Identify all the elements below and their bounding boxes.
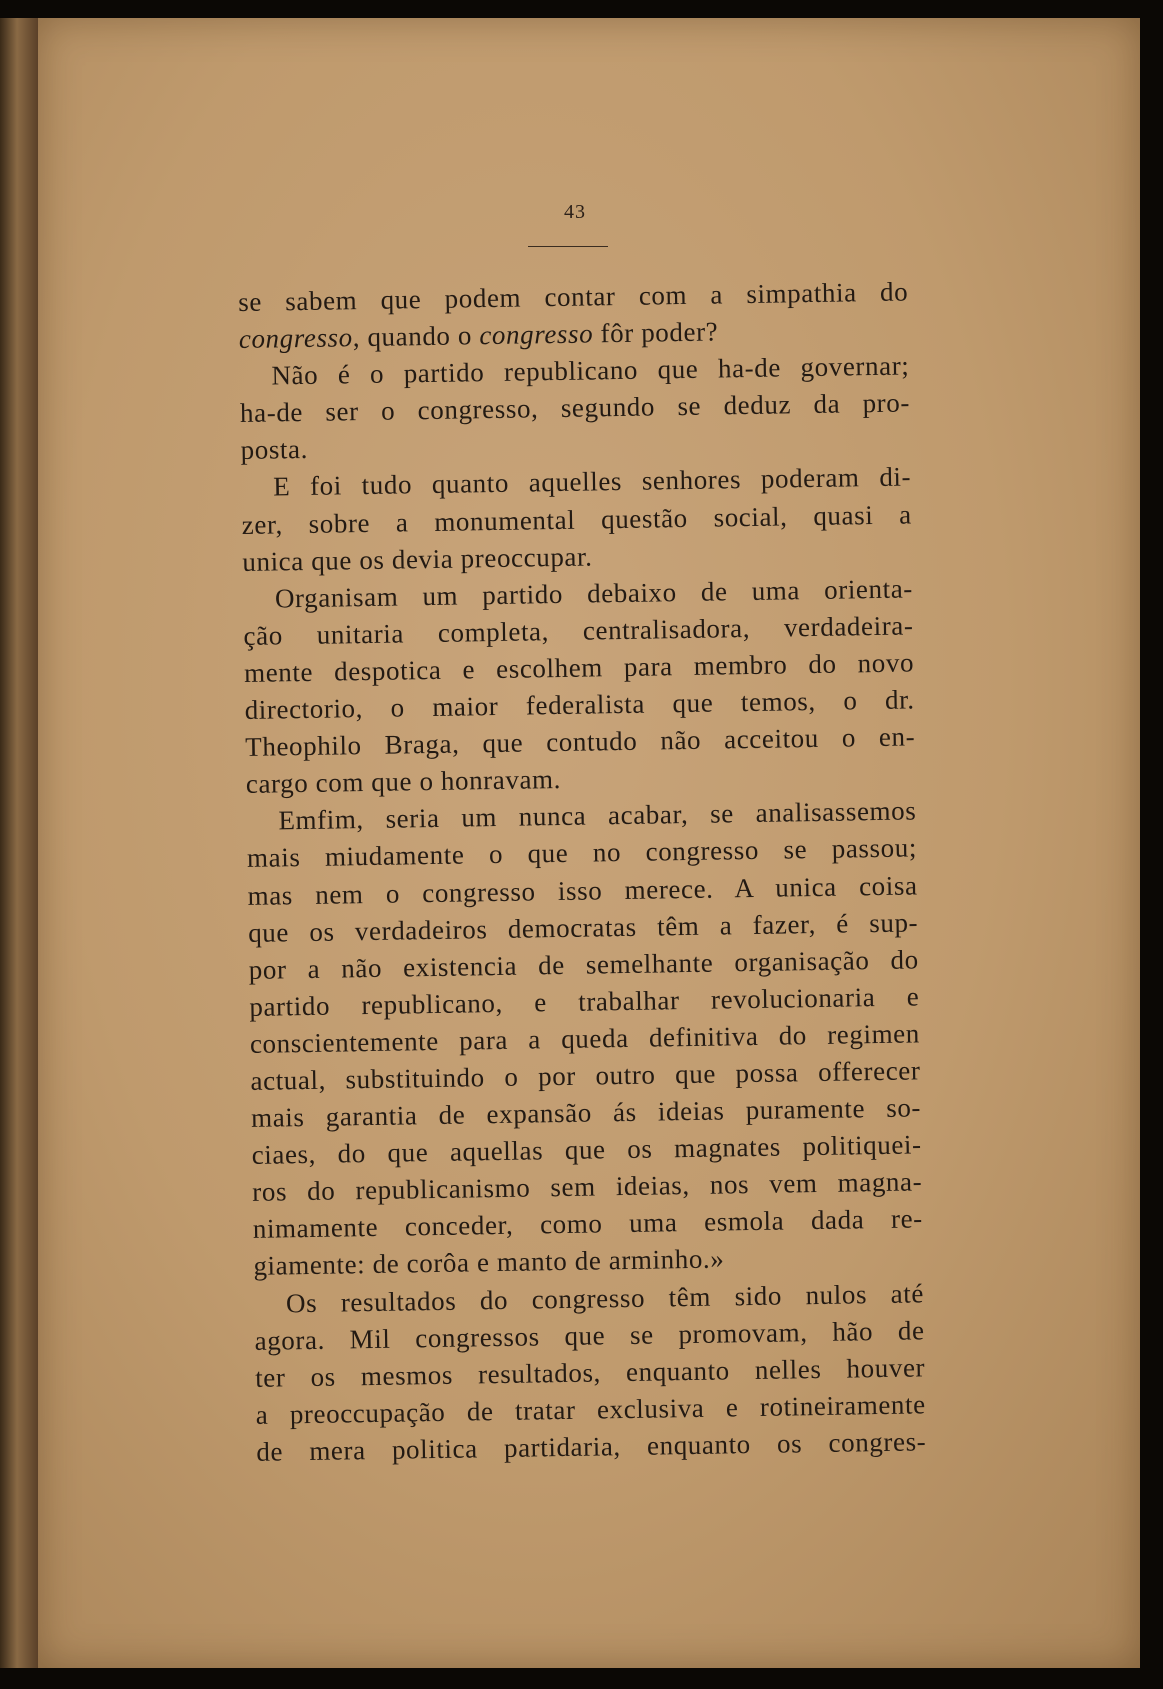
text-line: por a não existencia de semelhante organisação do xyxy=(248,944,919,985)
page-number: 43 xyxy=(564,201,586,223)
text-line: ha-de ser o congresso, segundo se deduz da pro- xyxy=(239,387,911,429)
text-line: Não é o partido republicano que ha-de governar; xyxy=(271,350,910,391)
text-line: Os resultados do congresso têm sido nulos até xyxy=(285,1277,925,1318)
text-line: Theophilo Braga, que contudo não acceitou o en- xyxy=(245,721,916,763)
text-line: mas nem o congresso isso merece. A unica coisa xyxy=(247,869,918,911)
text-line: a preoccupação de tratar exclusiva e rotineiramente xyxy=(255,1389,926,1430)
text-line: nimamente conceder, como uma esmola dada re- xyxy=(252,1203,924,1245)
text-line: directorio, o maior federalista que temos, o dr. xyxy=(244,684,915,725)
text-line: se sabem que podem contar com a simpathia do xyxy=(238,276,909,317)
book-page xyxy=(38,18,1140,1668)
text-line: partido republicano, e trabalhar revolucionaria e xyxy=(249,981,920,1022)
text-line: mais garantia de expansão ás ideias puramente so- xyxy=(250,1092,922,1133)
text-segment: fôr poder? xyxy=(592,316,719,349)
text-line: ros do republicanismo sem ideias, nos vem magna- xyxy=(252,1166,923,1208)
text-line: zer, sobre a monumental questão social, quasi a xyxy=(241,499,912,540)
italic-term: congresso xyxy=(238,322,353,355)
text-line: que os verdadeiros democratas têm a fazer, é sup- xyxy=(247,906,919,948)
text-line: giamente: de corôa e manto de arminho.» xyxy=(253,1243,725,1282)
text-line: ciaes, do que aquellas que os magnates politiquei- xyxy=(251,1129,922,1171)
text-line: posta. xyxy=(240,434,309,466)
text-line: Organisam um partido debaixo de uma orienta- xyxy=(274,573,914,614)
text-line: de mera politica partidaria, enquanto os congres- xyxy=(256,1426,927,1467)
text-line: Emfim, seria um nunca acabar, se analisassemos xyxy=(278,795,917,836)
book-spine-edge xyxy=(0,18,38,1668)
header-rule xyxy=(528,246,608,247)
text-line: actual, substituindo o por outro que possa offerecer xyxy=(250,1055,921,1096)
text-line: mente despotica e escolhem para membro do novo xyxy=(243,647,915,688)
text-line: unica que os devia preoccupar. xyxy=(242,541,593,577)
text-line: ção unitaria completa, centralisadora, verdadeira- xyxy=(243,610,914,651)
text-line: E foi tudo quanto aquelles senhores poderam di- xyxy=(272,461,912,502)
text-line: agora. Mil congressos que se promovam, hão de xyxy=(254,1314,925,1356)
text-segment: , quando o xyxy=(352,320,480,353)
body-text xyxy=(238,273,927,1470)
text-line: mais miudamente o que no congresso se passou; xyxy=(246,832,918,874)
text-line: ter os mesmos resultados, enquanto nelles houver xyxy=(254,1352,926,1393)
italic-term: congresso xyxy=(479,318,594,351)
text-line: conscientemente para a queda definitiva do regimen xyxy=(249,1018,921,1059)
text-line: cargo com que o honravam. xyxy=(245,764,562,800)
